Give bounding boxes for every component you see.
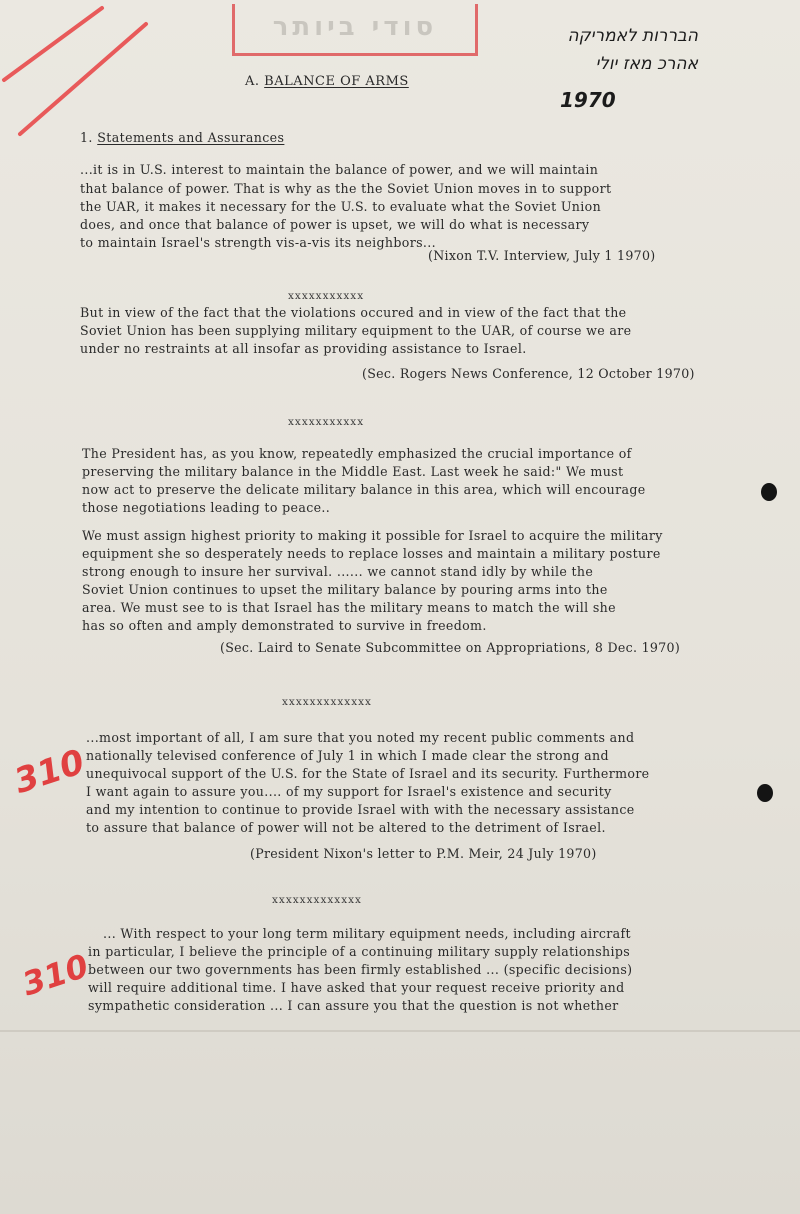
body-line: But in view of the fact that the violations occured and in view of the fact that the bbox=[80, 305, 627, 320]
handwritten-note-line2: אהרכ מאז יולי bbox=[595, 54, 698, 74]
body-line: area. We must see to is that Israel has the military means to match the will she bbox=[82, 600, 616, 615]
section-title-prefix: A. bbox=[245, 74, 260, 89]
separator: xxxxxxxxxxxxx bbox=[282, 696, 372, 708]
body-line: The President has, as you know, repeatedly emphasized the crucial importance of bbox=[82, 446, 632, 461]
punch-hole bbox=[761, 483, 777, 501]
body-line: now act to preserve the delicate military balance in this area, which will encourage bbox=[82, 482, 646, 497]
stamp-text: סודי ביותר bbox=[272, 12, 438, 42]
body-line: that balance of power. That is why as the the Soviet Union moves in to support bbox=[80, 181, 612, 196]
handwritten-note-line1: הבררות לאמריקה bbox=[567, 26, 698, 46]
separator: xxxxxxxxxxxxx bbox=[272, 894, 362, 906]
body-line: under no restraints at all insofar as providing assistance to Israel. bbox=[80, 341, 527, 356]
subsection-text: Statements and Assurances bbox=[97, 130, 285, 145]
body-line: has so often and amply demonstrated to survive in freedom. bbox=[82, 618, 487, 633]
section-title-text: BALANCE OF ARMS bbox=[264, 74, 409, 89]
body-line: the UAR, it makes it necessary for the U.S. to evaluate what the Soviet Union bbox=[80, 199, 602, 214]
margin-number: 310 bbox=[9, 742, 90, 802]
body-line: Soviet Union continues to upset the military balance by pouring arms into the bbox=[82, 582, 608, 597]
separator: xxxxxxxxxxx bbox=[288, 290, 365, 302]
citation: (President Nixon's letter to P.M. Meir, 24 July 1970) bbox=[250, 846, 597, 861]
handwritten-year: 1970 bbox=[560, 88, 616, 112]
separator: xxxxxxxxxxx bbox=[288, 416, 365, 428]
red-corner-strokes bbox=[0, 0, 160, 150]
body-line: will require additional time. I have asked that your request receive priority and bbox=[88, 980, 625, 995]
body-line: strong enough to insure her survival. ...... we cannot stand idly by while the bbox=[82, 564, 594, 579]
body-line: preserving the military balance in the Middle East. Last week he said:" We must bbox=[82, 464, 624, 479]
body-line: ... With respect to your long term military equipment needs, including aircraft bbox=[103, 926, 631, 941]
body-line: those negotiations leading to peace.. bbox=[82, 500, 331, 515]
body-line: to maintain Israel's strength vis-a-vis its neighbors... bbox=[80, 235, 436, 250]
body-line: does, and once that balance of power is upset, we will do what is necessary bbox=[80, 217, 590, 232]
section-title bbox=[245, 74, 409, 89]
body-line: Soviet Union has been supplying military equipment to the UAR, of course we are bbox=[80, 323, 632, 338]
body-line: unequivocal support of the U.S. for the State of Israel and its security. Furthermore bbox=[86, 766, 650, 781]
subsection-number: 1. bbox=[80, 130, 93, 145]
body-line: ...most important of all, I am sure that you noted my recent public comments and bbox=[86, 730, 635, 745]
margin-number: 310 bbox=[17, 946, 94, 1004]
body-line: ...it is in U.S. interest to maintain the balance of power, and we will maintain bbox=[80, 162, 599, 177]
body-line: to assure that balance of power will not be altered to the detriment of Israel. bbox=[86, 820, 606, 835]
citation: (Sec. Rogers News Conference, 12 October 1970) bbox=[362, 366, 695, 381]
punch-hole bbox=[757, 784, 773, 802]
body-line: We must assign highest priority to making it possible for Israel to acquire the military bbox=[82, 528, 663, 543]
citation: (Sec. Laird to Senate Subcommittee on Appropriations, 8 Dec. 1970) bbox=[220, 640, 681, 655]
subsection-heading bbox=[80, 130, 284, 145]
body-line: in particular, I believe the principle of a continuing military supply relationships bbox=[88, 944, 631, 959]
body-line: and my intention to continue to provide Israel with with the necessary assistance bbox=[86, 802, 635, 817]
body-line: sympathetic consideration ... I can assure you that the question is not whether bbox=[88, 998, 619, 1013]
citation: (Nixon T.V. Interview, July 1 1970) bbox=[428, 248, 656, 263]
body-line: I want again to assure you.... of my support for Israel's existence and security bbox=[86, 784, 612, 799]
body-line: between our two governments has been firmly established ... (specific decisions) bbox=[88, 962, 633, 977]
body-line: equipment she so desperately needs to replace losses and maintain a military posture bbox=[82, 546, 661, 561]
body-line: nationally televised conference of July 1 in which I made clear the strong and bbox=[86, 748, 609, 763]
